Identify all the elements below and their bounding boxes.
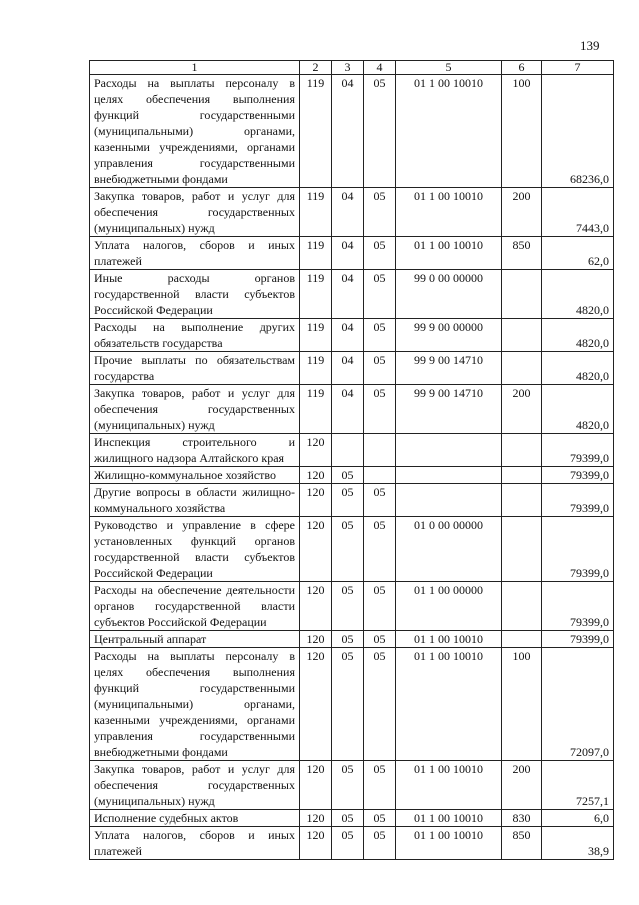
row-description: Расходы на выплаты персоналу в целях обеспечения выполнения функций государственными (муниципальными) органами, казенными учреждениями, органами управления государственными внебюджетными фондами xyxy=(90,648,300,761)
column-header: 1 xyxy=(90,61,300,75)
code-expense-type: 830 xyxy=(502,810,542,827)
code-expense-type xyxy=(502,484,542,517)
code-target-article xyxy=(396,484,502,517)
code-agency: 119 xyxy=(300,237,332,270)
amount-value: 7443,0 xyxy=(542,188,614,237)
code-subsection: 05 xyxy=(364,319,396,352)
code-agency: 120 xyxy=(300,434,332,467)
code-agency: 119 xyxy=(300,319,332,352)
code-target-article: 01 1 00 10010 xyxy=(396,761,502,810)
code-agency: 120 xyxy=(300,467,332,484)
code-agency: 119 xyxy=(300,352,332,385)
code-subsection: 05 xyxy=(364,517,396,582)
table-row xyxy=(90,648,614,761)
code-expense-type xyxy=(502,582,542,631)
code-section: 05 xyxy=(332,467,364,484)
code-subsection: 05 xyxy=(364,582,396,631)
code-subsection: 05 xyxy=(364,827,396,860)
column-header: 2 xyxy=(300,61,332,75)
code-target-article: 99 0 00 00000 xyxy=(396,270,502,319)
code-subsection xyxy=(364,467,396,484)
amount-value: 79399,0 xyxy=(542,434,614,467)
code-section: 05 xyxy=(332,484,364,517)
table-row xyxy=(90,237,614,270)
code-target-article: 99 9 00 00000 xyxy=(396,319,502,352)
table-row xyxy=(90,761,614,810)
table-row xyxy=(90,75,614,188)
amount-value: 79399,0 xyxy=(542,517,614,582)
amount-value: 7257,1 xyxy=(542,761,614,810)
amount-value: 62,0 xyxy=(542,237,614,270)
code-target-article: 01 1 00 10010 xyxy=(396,237,502,270)
amount-value: 79399,0 xyxy=(542,467,614,484)
code-expense-type xyxy=(502,467,542,484)
code-section: 04 xyxy=(332,352,364,385)
code-subsection: 05 xyxy=(364,237,396,270)
code-agency: 119 xyxy=(300,75,332,188)
table-row xyxy=(90,434,614,467)
table-header-row xyxy=(90,61,614,75)
code-section: 05 xyxy=(332,827,364,860)
table-row xyxy=(90,352,614,385)
code-target-article: 01 1 00 10010 xyxy=(396,188,502,237)
amount-value: 4820,0 xyxy=(542,270,614,319)
code-section: 04 xyxy=(332,319,364,352)
table-row xyxy=(90,385,614,434)
row-description: Расходы на обеспечение деятельности органов государственной власти субъектов Российской Федерации xyxy=(90,582,300,631)
code-subsection: 05 xyxy=(364,385,396,434)
code-expense-type xyxy=(502,434,542,467)
code-expense-type: 200 xyxy=(502,385,542,434)
table-row xyxy=(90,582,614,631)
code-expense-type: 850 xyxy=(502,237,542,270)
code-subsection: 05 xyxy=(364,188,396,237)
row-description: Исполнение судебных актов xyxy=(90,810,300,827)
code-expense-type: 100 xyxy=(502,648,542,761)
table-row xyxy=(90,484,614,517)
code-target-article xyxy=(396,467,502,484)
row-description: Закупка товаров, работ и услуг для обеспечения государственных (муниципальных) нужд xyxy=(90,761,300,810)
code-section: 04 xyxy=(332,188,364,237)
page-number: 139 xyxy=(580,38,600,53)
code-section: 04 xyxy=(332,75,364,188)
row-description: Другие вопросы в области жилищно-коммунального хозяйства xyxy=(90,484,300,517)
row-description: Руководство и управление в сфере установленных функций органов государственной власти субъектов Российской Федерации xyxy=(90,517,300,582)
code-target-article: 01 1 00 10010 xyxy=(396,631,502,648)
code-agency: 119 xyxy=(300,385,332,434)
amount-value: 4820,0 xyxy=(542,352,614,385)
code-target-article: 01 1 00 10010 xyxy=(396,827,502,860)
code-subsection: 05 xyxy=(364,484,396,517)
code-section: 05 xyxy=(332,648,364,761)
code-agency: 120 xyxy=(300,827,332,860)
budget-table xyxy=(89,60,614,860)
code-target-article: 01 1 00 10010 xyxy=(396,75,502,188)
code-expense-type xyxy=(502,319,542,352)
code-section: 05 xyxy=(332,582,364,631)
amount-value: 79399,0 xyxy=(542,582,614,631)
table-row xyxy=(90,631,614,648)
code-expense-type xyxy=(502,352,542,385)
code-agency: 119 xyxy=(300,188,332,237)
code-target-article: 01 1 00 00000 xyxy=(396,582,502,631)
code-subsection xyxy=(364,434,396,467)
amount-value: 79399,0 xyxy=(542,631,614,648)
code-section: 04 xyxy=(332,270,364,319)
code-section: 05 xyxy=(332,810,364,827)
column-header: 6 xyxy=(502,61,542,75)
row-description: Жилищно-коммунальное хозяйство xyxy=(90,467,300,484)
code-agency: 120 xyxy=(300,761,332,810)
column-header: 5 xyxy=(396,61,502,75)
code-agency: 119 xyxy=(300,270,332,319)
code-subsection: 05 xyxy=(364,648,396,761)
row-description: Уплата налогов, сборов и иных платежей xyxy=(90,827,300,860)
code-target-article: 01 1 00 10010 xyxy=(396,810,502,827)
code-section: 05 xyxy=(332,761,364,810)
row-description: Центральный аппарат xyxy=(90,631,300,648)
code-agency: 120 xyxy=(300,648,332,761)
code-subsection: 05 xyxy=(364,75,396,188)
code-agency: 120 xyxy=(300,631,332,648)
table-row xyxy=(90,517,614,582)
amount-value: 79399,0 xyxy=(542,484,614,517)
row-description: Инспекция строительного и жилищного надзора Алтайского края xyxy=(90,434,300,467)
row-description: Закупка товаров, работ и услуг для обеспечения государственных (муниципальных) нужд xyxy=(90,385,300,434)
table-row xyxy=(90,827,614,860)
code-expense-type xyxy=(502,270,542,319)
table-row xyxy=(90,188,614,237)
code-agency: 120 xyxy=(300,517,332,582)
table-row xyxy=(90,467,614,484)
code-subsection: 05 xyxy=(364,810,396,827)
code-expense-type: 200 xyxy=(502,761,542,810)
row-description: Расходы на выполнение других обязательств государства xyxy=(90,319,300,352)
table-row xyxy=(90,270,614,319)
table-row xyxy=(90,810,614,827)
row-description: Расходы на выплаты персоналу в целях обеспечения выполнения функций государственными (муниципальными) органами, казенными учреждениями, органами управления государственными внебюджетными фондами xyxy=(90,75,300,188)
amount-value: 68236,0 xyxy=(542,75,614,188)
amount-value: 4820,0 xyxy=(542,319,614,352)
code-subsection: 05 xyxy=(364,631,396,648)
column-header: 7 xyxy=(542,61,614,75)
code-section xyxy=(332,434,364,467)
amount-value: 38,9 xyxy=(542,827,614,860)
code-subsection: 05 xyxy=(364,270,396,319)
code-section: 04 xyxy=(332,237,364,270)
row-description: Иные расходы органов государственной власти субъектов Российской Федерации xyxy=(90,270,300,319)
code-subsection: 05 xyxy=(364,761,396,810)
code-subsection: 05 xyxy=(364,352,396,385)
code-section: 04 xyxy=(332,385,364,434)
code-agency: 120 xyxy=(300,582,332,631)
code-target-article xyxy=(396,434,502,467)
row-description: Закупка товаров, работ и услуг для обеспечения государственных (муниципальных) нужд xyxy=(90,188,300,237)
code-target-article: 99 9 00 14710 xyxy=(396,352,502,385)
code-expense-type: 100 xyxy=(502,75,542,188)
amount-value: 72097,0 xyxy=(542,648,614,761)
amount-value: 6,0 xyxy=(542,810,614,827)
code-expense-type: 850 xyxy=(502,827,542,860)
code-agency: 120 xyxy=(300,484,332,517)
code-expense-type: 200 xyxy=(502,188,542,237)
row-description: Прочие выплаты по обязательствам государства xyxy=(90,352,300,385)
code-agency: 120 xyxy=(300,810,332,827)
code-target-article: 01 1 00 10010 xyxy=(396,648,502,761)
table-row xyxy=(90,319,614,352)
code-section: 05 xyxy=(332,631,364,648)
code-target-article: 01 0 00 00000 xyxy=(396,517,502,582)
row-description: Уплата налогов, сборов и иных платежей xyxy=(90,237,300,270)
code-expense-type xyxy=(502,631,542,648)
code-expense-type xyxy=(502,517,542,582)
column-header: 4 xyxy=(364,61,396,75)
code-section: 05 xyxy=(332,517,364,582)
code-target-article: 99 9 00 14710 xyxy=(396,385,502,434)
amount-value: 4820,0 xyxy=(542,385,614,434)
column-header: 3 xyxy=(332,61,364,75)
